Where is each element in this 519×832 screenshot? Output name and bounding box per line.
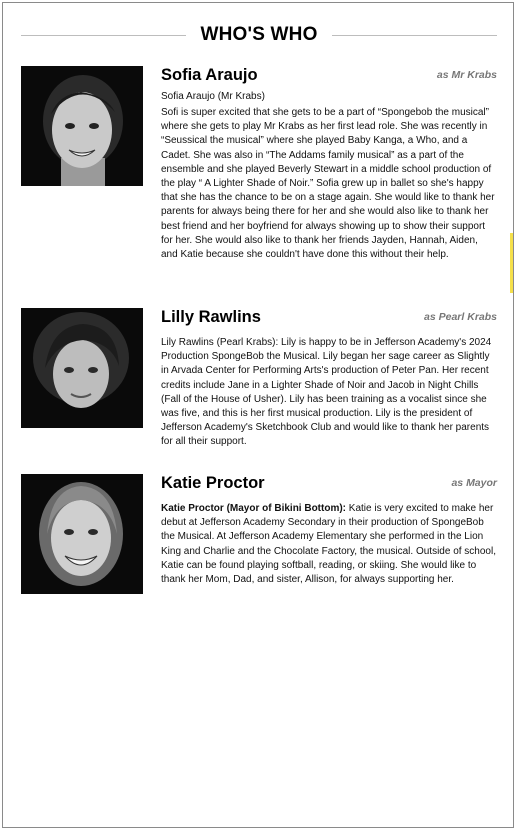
cast-info [161, 308, 497, 450]
cast-bio-text: Sofi is super excited that she gets to be a part of “Spongebob the musical” where she gets to play Mr Krabs as her first lead role. She was recently in “Seussical the musical” where she played Baby Kanga, a Who, and a Cadet. She was also in “The Addams family musical” as a part of the ensemble and she played Beverly Stewart in a middle school production of the play “ A Lighter Shade of Noir.” Sofia grew up in ballet so she's happy that she has the chance to be on a stage again. She would like to thank her parents for always being there for her and she would also like to thank her best friend and her boyfriend for always showing up to show their support for her. She would also like to thank her friends Jayden, Hannah, Aiden, and Katie because she couldn't have done this without their help. [161, 107, 495, 261]
page-header [21, 23, 497, 47]
headshot-photo [21, 474, 143, 594]
cast-member-lilly-rawlins [21, 308, 497, 458]
cast-role: as Mr Krabs [436, 69, 497, 81]
header-rule-left [21, 35, 186, 36]
cast-member-sofia-araujo [21, 66, 497, 286]
cast-subtitle: Sofia Araujo (Mr Krabs) [161, 91, 265, 102]
cast-bio [161, 502, 497, 587]
cast-name: Katie Proctor [161, 474, 265, 492]
cast-info [161, 66, 497, 262]
cast-role: as Pearl Krabs [424, 311, 497, 323]
cast-bio-text: Katie is very excited to make her debut at Jefferson Academy Secondary in their production of SpongeBob the Musical. At Jefferson Academy Elementary she performed in the Lion King and Charlie and the Chocolate Factory, the musical. Outside of school, Katie can be found playing softball, reading, or skiing. She would like to thank her Mom, Dad, and sister, Allison, for always supporting her. [161, 503, 496, 586]
cast-member-katie-proctor [21, 474, 497, 614]
cast-role: as Mayor [451, 477, 497, 489]
cast-bio-lead: Katie Proctor (Mayor of Bikini Bottom): [161, 503, 347, 514]
cast-name: Sofia Araujo [161, 66, 258, 84]
edge-accent [510, 233, 513, 293]
headshot-photo [21, 66, 143, 186]
cast-bio [161, 106, 497, 262]
program-page [2, 2, 514, 828]
cast-info [161, 474, 497, 587]
cast-bio-text: Lily Rawlins (Pearl Krabs): Lily is happy to be in Jefferson Academy's 2024 Production SpongeBob the Musical. Lily began her sage career as Slightly in Arvada Center for Performing Arts's production of Peter Pan. Her recent credits include Jane in a Lighter Shade of Noir and Jacob in Night Chills (Fall of the House of Usher). Lily has been training as a vocalist since she was five, and this is her first musical production. Lily is the president of Jefferson Academy's Sketchbook Club and would like to thank her parents for all their support. [161, 337, 492, 448]
page-title: WHO'S WHO [200, 24, 318, 45]
cast-bio [161, 336, 497, 450]
header-rule-right [332, 35, 497, 36]
headshot-photo [21, 308, 143, 428]
cast-name: Lilly Rawlins [161, 308, 261, 326]
